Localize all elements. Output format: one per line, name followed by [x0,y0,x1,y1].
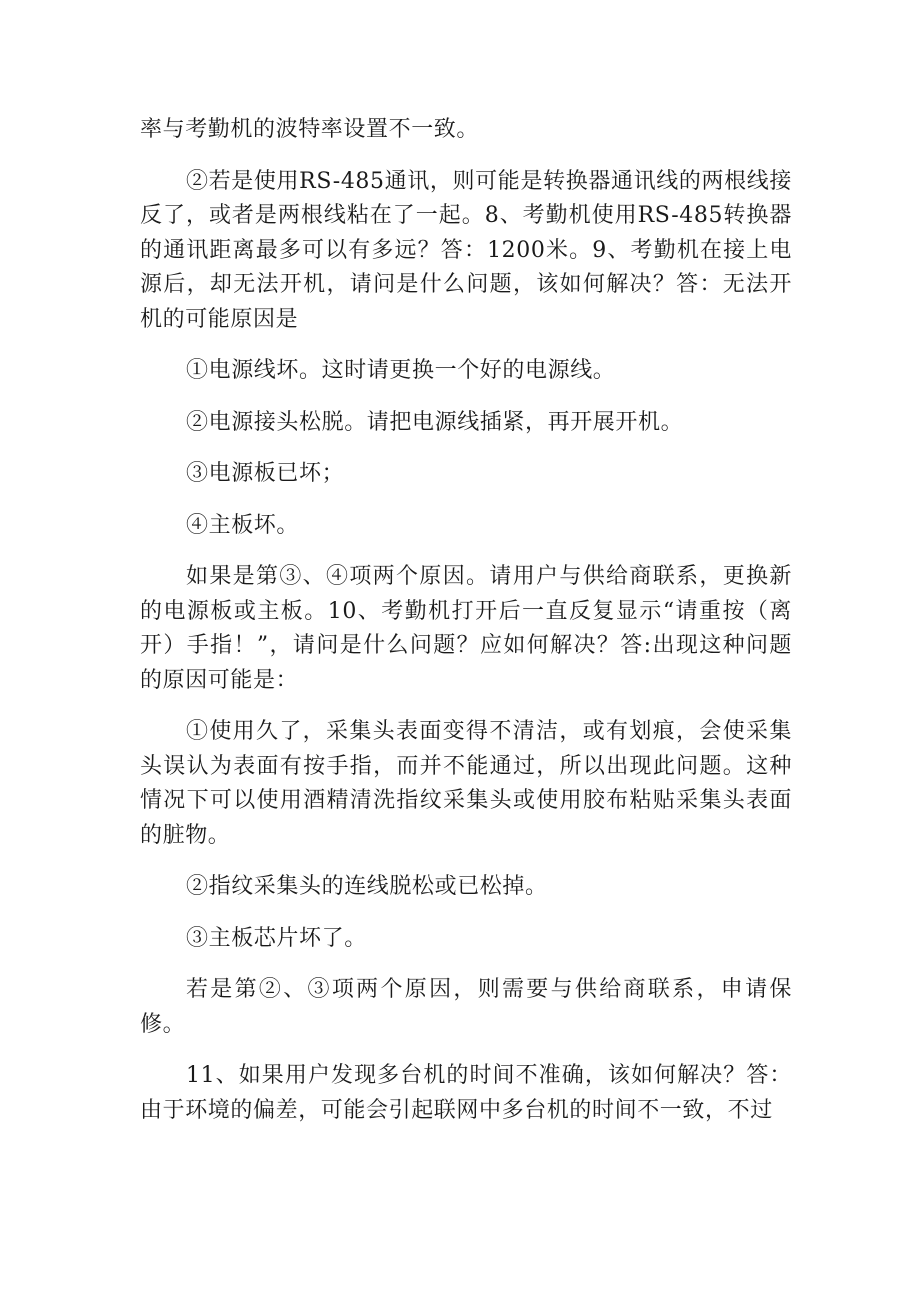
paragraph: ④主板坏。 [186,512,300,538]
paragraph: 率与考勤机的波特率设置不一致。 [140,117,480,142]
paragraph: ③主板芯片坏了。 [186,925,367,951]
paragraph: ①使用久了，采集头表面变得不清洁，或有划痕，会使采集头误认为表面有按手指，而并不能通过，所以出现此问题。这种情况下可以使用酒精清洗指纹采集头或使用胶布粘贴采集头表面的脏物。 [140,719,792,848]
document-body [140,113,792,1145]
paragraph: ①电源线坏。这时请更换一个好的电源线。 [186,358,616,383]
paragraph: 若是第②、③项两个原因，则需要与供给商联系，申请保修。 [140,977,792,1037]
paragraph: ③电源板已坏； [186,461,345,486]
paragraph: 11、如果用户发现多台机的时间不准确，该如何解决？答：由于环境的偏差，可能会引起联网中多台机的时间不一致，不过 [140,1063,792,1123]
paragraph: ②若是使用RS-485通讯，则可能是转换器通讯线的两根线接反了，或者是两根线粘在了一起。8、考勤机使用RS-485转换器的通讯距离最多可以有多远？答：1200米。9、考勤机在接上电源后，却无法开机，请问是什么问题，该如何解决？答：无法开机的可能原因是 [140,168,792,332]
paragraph: ②指纹采集头的连线脱松或已松掉。 [186,874,548,899]
paragraph: 如果是第③、④项两个原因。请用户与供给商联系，更换新的电源板或主板。10、考勤机打开后一直反复显示“请重按（离开）手指！”，请问是什么问题？应如何解决？答:出现这种问题的原因可能是： [140,564,792,693]
paragraph: ②电源接头松脱。请把电源线插紧，再开展开机。 [186,409,684,435]
